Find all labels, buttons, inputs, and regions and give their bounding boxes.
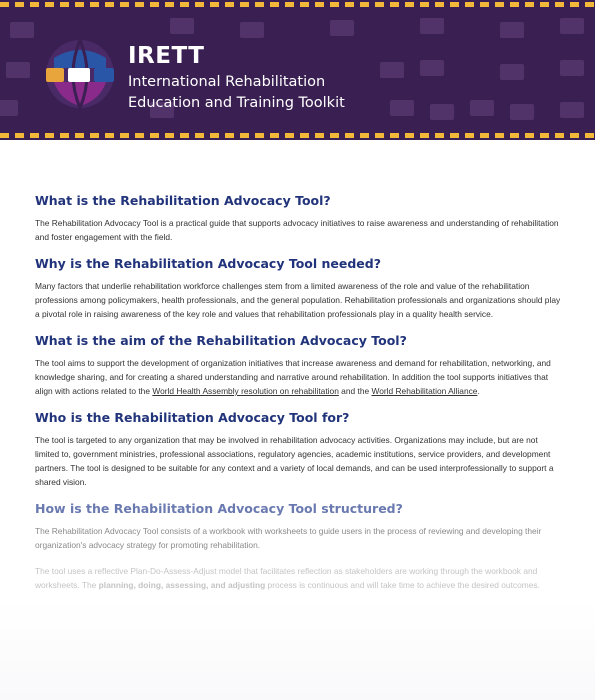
decorative-tile — [240, 22, 264, 38]
section-paragraph: Many factors that underlie rehabilitation workforce challenges stem from a limited awareness of the role and value of the rehabilitation professions among policymakers, health professionals, and the general population. Rehabilitation professionals and organizations should play a pivotal role in raising awareness of the key role and values that rehabilitation professionals play in a quality health service. — [35, 281, 561, 319]
paragraph-emphasis: planning, doing, assessing, and adjusting — [98, 580, 266, 590]
section-paragraph: The Rehabilitation Advocacy Tool is a practical guide that supports advocacy initiatives to raise awareness and understanding of rehabilitation and foster engagement with the field. — [35, 218, 559, 242]
world-rehabilitation-alliance-link[interactable]: World Rehabilitation Alliance — [371, 386, 478, 396]
decorative-tile — [390, 100, 414, 116]
brand-name: IRETT — [128, 43, 205, 69]
header-banner — [0, 0, 595, 140]
decorative-tile — [170, 18, 194, 34]
brand-subtitle-line1: International Rehabilitation — [128, 74, 326, 90]
section-what-is — [35, 193, 563, 244]
decorative-tile — [420, 60, 444, 76]
section-heading: Who is the Rehabilitation Advocacy Tool for? — [35, 410, 350, 425]
decorative-tile — [6, 62, 30, 78]
decorative-tile — [560, 18, 584, 34]
decorative-tile — [560, 60, 584, 76]
paragraph-text: The tool uses a reflective Plan-Do-Assess-Adjust model that facilitates reflection as stakeholders are working through the workbook and worksheets. The — [35, 566, 538, 590]
section-heading: How is the Rehabilitation Advocacy Tool structured? — [35, 501, 403, 516]
wha-resolution-link[interactable]: World Health Assembly resolution on rehabilitation — [152, 386, 339, 396]
section-structure-continued — [35, 564, 563, 592]
decorative-tile — [330, 20, 354, 36]
decorative-tile — [380, 62, 404, 78]
main-content — [35, 193, 563, 604]
section-paragraph: The tool is targeted to any organization that may be involved in rehabilitation advocacy activities. Organizations may include, but are not limited to, government ministries, professional associations, regulatory agencies, academic institutions, service providers, and development partners. The tool is designed to be suitable for any context and a variety of local demands, and can be used interprofessionally to support a shared vision. — [35, 435, 554, 487]
paragraph-text: . — [477, 386, 480, 396]
section-paragraph — [35, 356, 563, 398]
paragraph-text: process is continuous and will take time to achieve the desired outcomes. — [265, 580, 540, 590]
paragraph-text: and the — [338, 386, 372, 396]
section-heading: Why is the Rehabilitation Advocacy Tool needed? — [35, 256, 381, 271]
section-paragraph: The Rehabilitation Advocacy Tool consists of a workbook with worksheets to guide users in the process of reviewing and developing their organization's advocacy strategy for promoting rehabilitation. — [35, 526, 542, 550]
decorative-tile — [10, 22, 34, 38]
section-heading: What is the Rehabilitation Advocacy Tool? — [35, 193, 331, 208]
decorative-tile — [500, 64, 524, 80]
decorative-tile — [420, 18, 444, 34]
globe-logo-icon — [44, 38, 116, 110]
section-why-needed — [35, 256, 563, 321]
bottom-dashed-border — [0, 133, 595, 138]
brand-subtitle-line2: Education and Training Toolkit — [128, 95, 345, 111]
decorative-tile — [560, 102, 584, 118]
decorative-tile — [510, 104, 534, 120]
section-paragraph — [35, 564, 563, 592]
section-aim — [35, 333, 563, 398]
section-who-for — [35, 410, 563, 489]
decorative-tile — [500, 22, 524, 38]
section-structure — [35, 501, 563, 552]
section-heading: What is the aim of the Rehabilitation Advocacy Tool? — [35, 333, 407, 348]
content-fade-overlay — [0, 600, 595, 700]
decorative-tile — [470, 100, 494, 116]
top-dashed-border — [0, 2, 595, 7]
paragraph-text: The tool aims to support the development of organization initiatives that increase awareness and demand for rehabilitation, networking, and knowledge sharing, and for creating a shared understanding and narrative around rehabilitation. In addition the tool supports initiatives that align with actions related to the — [35, 358, 551, 396]
brand-block — [128, 42, 345, 114]
decorative-tile — [0, 100, 18, 116]
decorative-tile — [430, 104, 454, 120]
